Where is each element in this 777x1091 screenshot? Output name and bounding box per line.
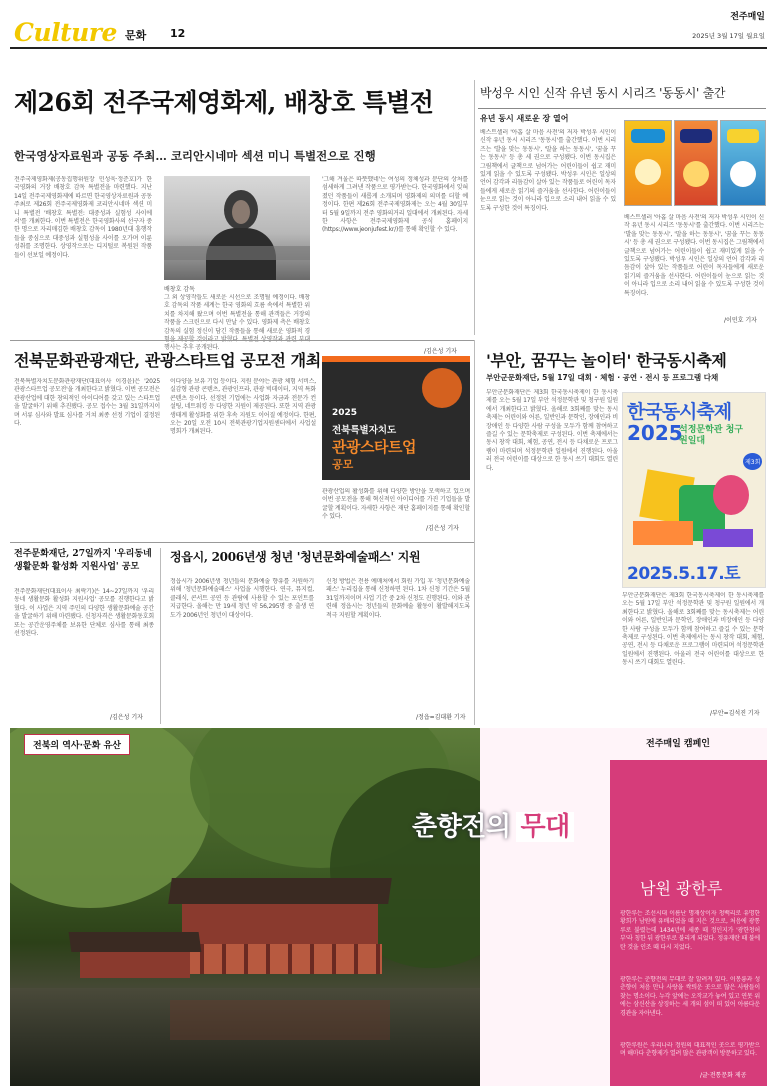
article-living-culture — [14, 548, 154, 724]
body-column: 관광산업의 활성화를 위해 다양한 방안을 모색하고 있으며 이번 공모전을 통해 혁신적인 아이디어를 가진 기업들을 발굴할 계획이다. 자세한 사항은 재단 홈페이지를 통해 확인할 수 있다. — [322, 488, 470, 521]
section-logo: Culture — [14, 18, 117, 47]
poster-subtitle: 석정문학관 청구원일대 — [679, 425, 743, 446]
byline: /부안=김석진 기자 — [710, 710, 760, 717]
poster-edition: 제3회 — [743, 453, 762, 470]
festival-poster — [622, 392, 766, 588]
poster-date: 2025.5.17.토 — [627, 564, 741, 584]
photo-caption: 배창호 감독 — [164, 286, 195, 293]
column-divider — [160, 548, 161, 724]
body-column — [624, 214, 764, 310]
title-part1: 춘향전의 — [412, 812, 511, 842]
page-number: 12 — [170, 27, 186, 40]
heritage-feature — [10, 728, 767, 1086]
poster-year: 2025 — [627, 421, 683, 445]
subhead: 유년 동시 새로운 장 열어 — [480, 114, 569, 123]
issue-date: 2025년 3월 17일 월요일 — [692, 32, 765, 40]
headline-rest: 한국동시축제 — [636, 351, 727, 370]
body-column: 부안군문화재단은 제3회 한국동시축제이 한 동시축제를 오는 5월 17일 부안 석정문학관 및 청구원 일원에서 개최한다고 밝혔다. 올해로 3회째를 맞는 동시축제는 어린이와 어른, 일반인과 문학인, 장애인과 비장애인 등 다양한 사람 구성을 모두가 함께 참여하고 즐길 수 있는 문학축제로 구성된다. 이번 축제에서는 동시 창작 대회, 체험, 공연, 전시 등 다채로운 프로그램이 마련되며 석정문학관 일원에서 진행된다. 아울러 전국 어린이를 대상으로 한 동시 쓰기 대회도 열린다. — [486, 389, 618, 472]
feature-title — [412, 806, 574, 843]
headline: 제26회 전주국제영화제, 배창호 특별전 — [14, 88, 434, 117]
poster-title: 한국동시축제 — [627, 401, 732, 423]
subhead: 한국영상자료원과 공동 주최… 코리안시네마 섹션 미니 특별전으로 진행 — [14, 149, 376, 163]
body-column: 전주문화재단(대표이사 최락기)은 14~27일까지 '우리동네 생활문화 활성화 지원사업' 공모를 진행한다고 밝혔다. 이 사업은 지역 주민의 다양한 생활문화예술 공간을 발굴하기 위해 마련됐다. 신청자격은 생활문화동호회 또는 공간운영주체를 보유한 단체로 심사를 통해 최종 선정된다. — [14, 588, 154, 638]
header-rule — [10, 47, 767, 49]
feature-tag: 전북의 역사·문화 유산 — [24, 734, 130, 755]
feature-paragraph: 광한루원은 우리나라 정원의 대표적인 곳으로 평가받으며 해마다 춘향제가 열려 많은 관광객이 방문하고 있다. — [620, 1042, 760, 1058]
campaign-label: 전주매일 캠페인 — [646, 739, 710, 749]
headline: 전북문화관광재단, 관광스타트업 공모전 개최 — [14, 351, 321, 370]
headline: 전주문화재단, 27일까지 '우리동네 생활문화 활성화 지원사업' 공모 — [14, 549, 152, 572]
column-divider — [474, 80, 475, 335]
headline: 정읍시, 2006년생 청년 '청년문화예술패스' 지원 — [170, 550, 421, 564]
poster-line: 전북특별자치도 — [332, 425, 397, 436]
gwanghallu-photo — [10, 728, 480, 1086]
feature-paragraph: 광한루는 춘향전의 무대로 잘 알려져 있다. 이몽룡과 성춘향이 처음 만나 사랑을 싹틔운 곳으로 많은 사람들이 찾는 명소이다. 누각 앞에는 오작교가 놓여 있고 연못 위에는 삼신산을 상징하는 세 개의 섬이 떠 있어 아름다운 경관을 자아낸다. — [620, 976, 760, 1017]
poster-line: 공모 — [332, 458, 354, 471]
column-divider — [474, 340, 475, 725]
paper-name: 전주매일 — [730, 12, 765, 22]
article-film-festival — [14, 80, 470, 372]
body-column: 전주국제영화제(공동집행위원장 민성욱·정준호)가 한국영화의 거장 배창호 감독 특별전을 마련했다. 지난 14일 전주국제영화제에 따르면 한국영상자료원과 공동 주최로 제26회 전주국제영화제 코리안시네마 섹션 미니 특별전 '배창호 특별전: 대중성과 실험성 사이에서'를 개최한다. 이번 특별전은 한국영화사의 선구자 중 한 명으로 자리매김한 배창호 감독이 1980년대 흥행작들을 중심으로 대중성과 실험성을 사이를 오가며 이룬 성취를 조명한다. 상영작으로는 디지털로 복원된 작품들이 선보일 예정이다. — [14, 176, 152, 259]
title-part2: 무대 — [516, 812, 573, 842]
headline — [486, 348, 726, 371]
byline: /김은성 기자 — [424, 348, 457, 355]
book-cover — [720, 120, 766, 206]
body-column — [622, 592, 764, 704]
body-column: 정읍시가 2006년생 청년들의 문화예술 향유를 지원하기 위해 '청년문화예술패스' 사업을 시행한다. 연극, 뮤지컬, 클래식, 콘서트 공연 등 관람에 사용할 수 있는 포인트를 지급한다. 올해는 만 19세 청년 약 56,295명 중 출생 연도가 2006년인 청년이 대상이다. — [170, 578, 314, 619]
poster-line: 관광스타트업 — [332, 438, 416, 456]
byline: /김은성 기자 — [426, 525, 459, 532]
body-column: 이다양을 보유 기업 등이다. 지원 분야는 관광 체험 서비스, 실감형 관광 콘텐츠, 관광인프라, 관광 빅데이터, 지역 특화 콘텐츠 등이다. 선정된 기업에는 사업화 자금과 전문가 컨설팅, 네트워킹 등 다양한 지원이 제공된다. 또한 지역 관광 생태계 활성화를 위한 후속 지원도 이어질 예정이다. 한편, 오는 20일 오전 10시 전북관광기업지원센터에서 사업설명회가 개최된다. — [170, 378, 316, 436]
section-name: 문화 — [125, 29, 147, 42]
body-continued: 베스트셀러 '아홉 살 마음 사전'의 저자 박성우 시인이 신작 유년 동시 시리즈 '동동시'를 출간했다. 이번 시리즈는 '발을 맞는 동동시', '말을 하는 동동시', '꿈을 꾸는 동동시' 등 총 세 권으로 구성됐다. 이번 동시집은 그림책에서 글책으로 넘어가는 어린이들이 쉽고 재미있게 읽을 수 있도록 구성됐다. 박성우 시인은 일상의 언어 감각과 리듬감이 살아 있는 작품들로 어린이 독자들에게 새로운 읽기의 즐거움을 선사한다. 어린이들이 눈으로 읽는 것이 아니라 입으로 소리 내어 읽을 수 있도록 구성한 것이 특징이다. — [624, 214, 764, 297]
poster-year: 2025 — [332, 408, 358, 418]
feature-paragraph: 광한루는 조선시대 이름난 명재상이자 청백리로 유명한 황희가 남원에 유배되었을 때 지은 것으로, 처음에 광통루로 불렸는데 1434년에 세종 때 정인지가 '광한청허부'라 칭한 뒤 광한루로 불리게 되었다. 정유재란 때 불에 탄 것을 인조 때 다시 지었다. — [620, 910, 760, 951]
subhead: 부안군문화재단, 5월 17일 대회 · 체험 · 공연 · 전시 등 프로그램 다채 — [486, 373, 719, 382]
byline: /정읍=김대환 기자 — [416, 714, 466, 721]
book-cover — [674, 120, 718, 206]
book-cover — [624, 120, 672, 206]
body-column: 베스트셀러 '아홉 살 마음 사전'의 저자 박성우 시인이 신작 유년 동시 시리즈 '동동시'를 출간했다. 이번 시리즈는 '발을 맞는 동동시', '말을 하는 동동시', '꿈을 꾸는 동동시' 등 총 세 권으로 구성됐다. 이번 동시집은 그림책에서 글책으로 넘어가는 어린이들이 쉽고 재미있게 읽을 수 있도록 구성됐다. 박성우 시인은 일상의 언어 감각과 리듬감이 살아 있는 작품들로 어린이 독자들에게 새로운 읽기의 즐거움을 선사한다. 어린이들이 눈으로 읽는 것이 아니라 입으로 소리 내어 읽을 수 있도록 구성한 것이 특징이다. — [480, 129, 616, 212]
body-column: 전북특별자치도문화관광재단(대표이사 이경윤)은 '2025 관광스타트업 공모전'을 개최한다고 밝혔다. 이번 공모전은 관광산업에 대한 창의적인 아이디어를 갖고 있는 스타트업을 발굴하기 위해 추진됐다. 공모 접수는 3월 31일까지이며 서류 심사와 발표 심사를 거쳐 최종 선정 기업이 결정된다. — [14, 378, 160, 428]
byline: /김은성 기자 — [110, 714, 143, 721]
body-column: '그해 겨울은 따뜻했네'는 여성의 정체성과 분단의 상처를 섬세하게 그려낸 작품으로 평가받는다. 한국영화에서 잊혀졌던 작품들이 새롭게 소개되며 영화제의 의미를 더할 예정이다. 한편 제26회 전주국제영화제는 오는 4월 30일부터 5월 9일까지 전주 영화의거리 일대에서 개최된다. 자세한 사항은 전주국제영화제 공식 홈페이지(https://www.jeonjufest.kr/)를 통해 확인할 수 있다. — [322, 176, 468, 234]
article-tourism-startup — [14, 348, 470, 538]
headline-quote: '부안, 꿈꾸는 놀이터' — [486, 351, 631, 370]
feature-place: 남원 광한루 — [640, 879, 723, 898]
body-continued: 부안군문화재단은 제3회 한국동시축제이 한 동시축제를 오는 5월 17일 부안 석정문학관 및 청구원 일원에서 개최한다고 밝혔다. 올해로 3회째를 맞는 동시축제는 어린이와 어른, 일반인과 문학인, 장애인과 비장애인 등 다양한 사람 구성을 모두가 함께 참여하고 즐길 수 있는 문학축제로 구성된다. 이번 축제에서는 동시 창작 대회, 체험, 공연, 전시 등 다채로운 프로그램이 마련되며 석정문학관 일원에서 진행된다. 아울러 전국 어린이를 대상으로 한 동시 쓰기 대회도 열린다. — [622, 592, 764, 667]
startup-poster — [322, 356, 470, 480]
headline: 박성우 시인 신작 유년 동시 시리즈 '동동시' 출간 — [480, 86, 726, 100]
byline: /글·전통문화 제공 — [700, 1072, 747, 1079]
body-column: 신청 방법은 전용 예매처에서 회원 가입 후 '청년문화예술패스' 누리집을 통해 신청하면 된다. 1차 신청 기간은 5월 31일까지이며 사업 기간 중 2차 신청도 진행된다. 이와 관련해 정읍시는 청년들의 문화예술 활동이 활발해지도록 적극 지원할 계획이다. — [326, 578, 470, 619]
article-youth-pass — [170, 548, 472, 724]
byline: /이민호 기자 — [724, 317, 757, 324]
director-photo — [164, 176, 310, 280]
body-column: 그 외 상영작들도 새로운 시선으로 조명될 예정이다. 배창호 감독의 작품 세계는 한국 영화의 흐름 속에서 특별한 위치를 차지해 왔으며 이번 특별전을 통해 관객들은 거장의 작품을 스크린으로 다시 만날 수 있다. 영화제 측은 배창호 감독의 실험 정신이 담긴 작품들을 통해 새로운 영화적 경 행사는 추후 공개된다. — [164, 294, 310, 352]
article-poetry-book — [478, 84, 768, 334]
article-poetry-festival — [478, 342, 768, 727]
